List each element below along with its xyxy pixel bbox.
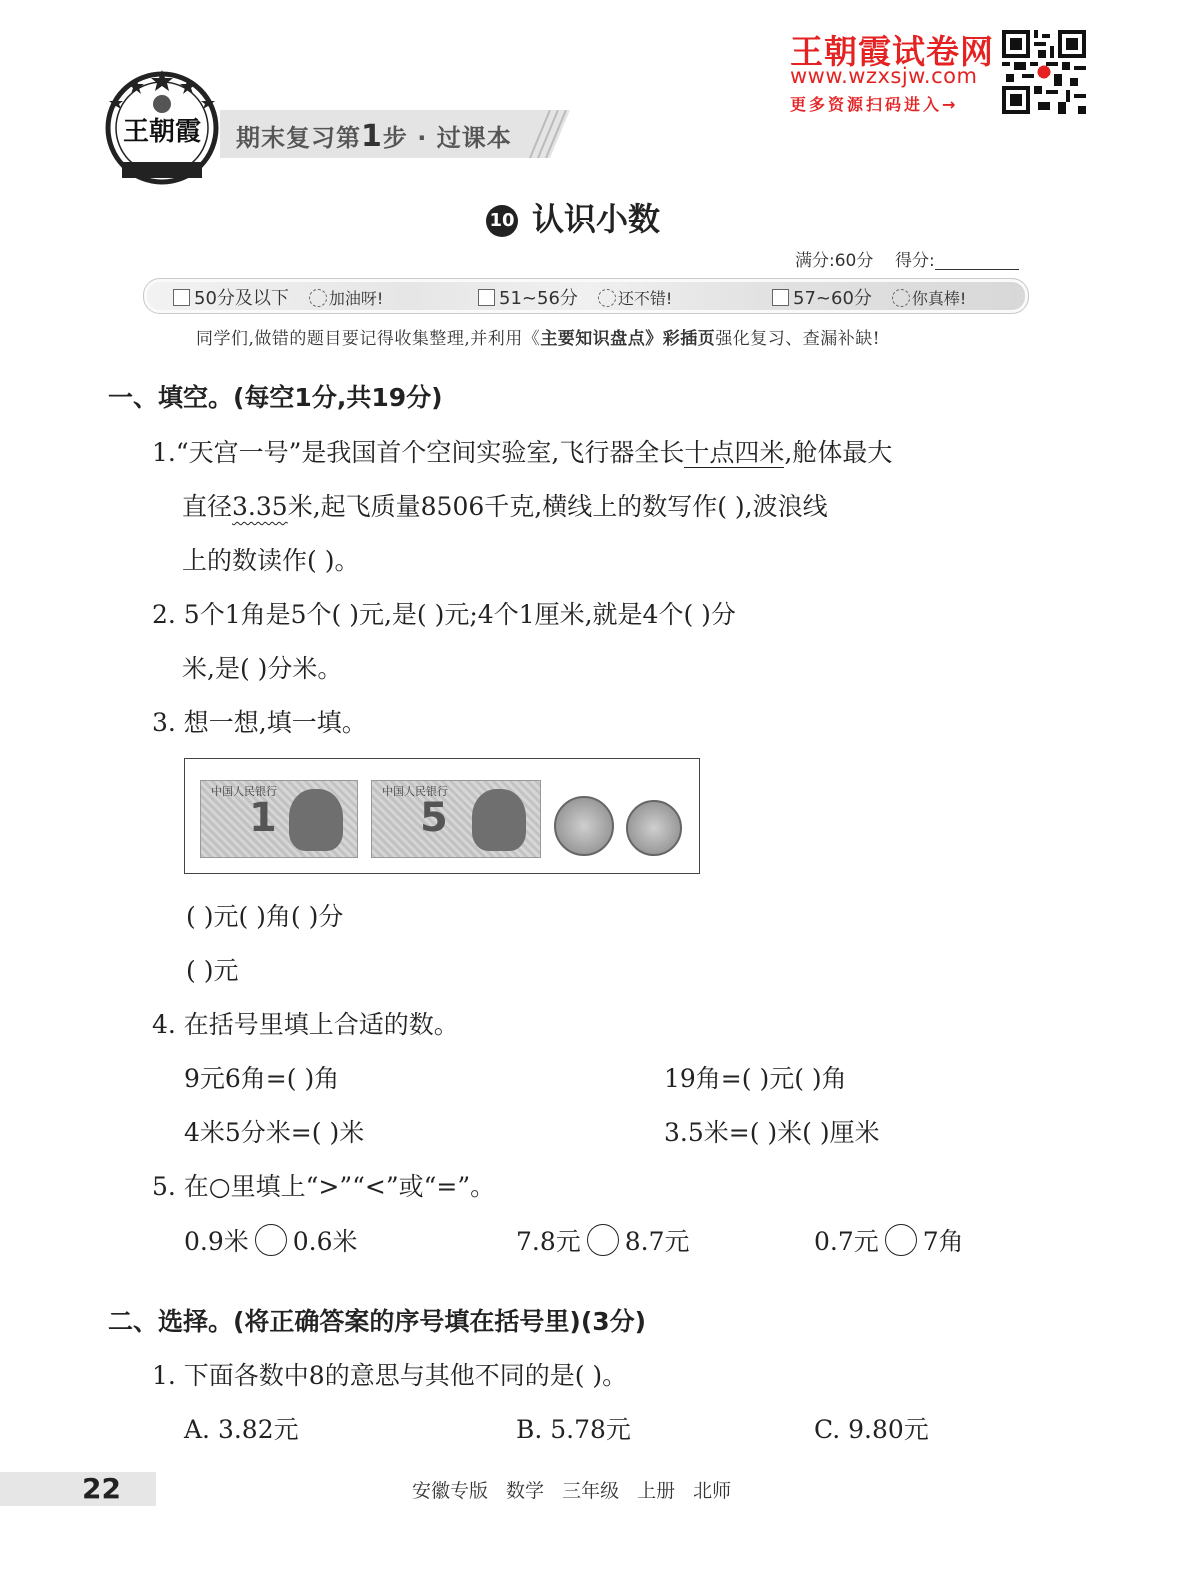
section2-heading: 二、选择。(将正确答案的序号填在括号里)(3分) bbox=[108, 1307, 647, 1336]
logo-text: 王朝霞 bbox=[122, 117, 202, 147]
q3-answer2: ( )元 bbox=[186, 956, 239, 985]
rating-checkbox[interactable] bbox=[772, 289, 789, 306]
smile-icon bbox=[598, 289, 616, 307]
rating-low: 50分及以下 加油呀! bbox=[173, 284, 383, 310]
q2-line1: 2. 5个1角是5个( )元,是( )元;4个1厘米,就是4个( )分 bbox=[152, 600, 736, 629]
q2-line2: 米,是( )分米。 bbox=[182, 654, 343, 683]
rating-checkbox[interactable] bbox=[173, 289, 190, 306]
q5-item-a: 0.9米 0.6米 bbox=[184, 1222, 358, 1258]
q4-prompt: 4. 在括号里填上合适的数。 bbox=[152, 1010, 459, 1039]
score-label: 得分: bbox=[894, 251, 935, 271]
coin-icon bbox=[626, 800, 682, 856]
q5-item-b: 7.8元 8.7元 bbox=[516, 1222, 690, 1258]
rating-mid: 51~56分 还不错! bbox=[478, 284, 672, 310]
footer-bar bbox=[0, 1472, 156, 1506]
publisher-logo bbox=[104, 66, 220, 190]
portrait-icon bbox=[289, 789, 343, 851]
q3-prompt: 3. 想一想,填一填。 bbox=[152, 708, 367, 737]
site-title: 王朝霞试卷网 bbox=[790, 32, 994, 71]
one-yuan-note-image: 中国人民银行 1 bbox=[200, 780, 358, 858]
lesson-title bbox=[486, 194, 660, 240]
footer-text: 安徽专版 数学 三年级 上册 北师 bbox=[412, 1480, 732, 1502]
rating-high: 57~60分 你真棒! bbox=[772, 284, 966, 310]
q1-underlined-number: 十点四米 bbox=[684, 438, 785, 467]
compare-circle[interactable] bbox=[587, 1224, 619, 1256]
smile-icon bbox=[892, 289, 910, 307]
q4-item-d: 3.5米=( )米( )厘米 bbox=[664, 1118, 880, 1147]
option-a[interactable]: A. 3.82元 bbox=[184, 1415, 299, 1444]
q1-wavy-number: 3.35 bbox=[232, 492, 288, 521]
score-blank[interactable] bbox=[935, 251, 1019, 270]
banner-title: 期末复习第1步 · 过课本 bbox=[236, 119, 512, 154]
lesson-title-text: 认识小数 bbox=[532, 200, 661, 238]
q5-prompt: 5. 在○里填上“>”“<”或“=”。 bbox=[152, 1172, 496, 1201]
q1-line2: 直径3.35米,起飞质量8506千克,横线上的数写作( ),波浪线 bbox=[182, 492, 828, 521]
section1-heading: 一、填空。(每空1分,共19分) bbox=[108, 383, 443, 412]
site-url[interactable]: www.wzxsjw.com bbox=[790, 64, 978, 88]
q5-item-c: 0.7元 7角 bbox=[814, 1222, 964, 1258]
q3-answer1: ( )元( )角( )分 bbox=[186, 902, 344, 931]
smile-icon bbox=[309, 289, 327, 307]
score-line bbox=[795, 246, 1019, 271]
rating-checkbox[interactable] bbox=[478, 289, 495, 306]
full-score: 满分:60分 bbox=[795, 251, 874, 271]
coin-icon bbox=[554, 796, 614, 856]
page-number: 22 bbox=[82, 1472, 121, 1505]
s2-q1-prompt: 1. 下面各数中8的意思与其他不同的是( )。 bbox=[152, 1361, 628, 1390]
compare-circle[interactable] bbox=[885, 1224, 917, 1256]
portrait-icon bbox=[472, 789, 526, 851]
study-tip: 同学们,做错的题目要记得收集整理,并利用《主要知识盘点》彩插页强化复习、查漏补缺! bbox=[196, 329, 881, 349]
q4-item-a: 9元6角=( )角 bbox=[184, 1064, 340, 1093]
q1-line1: 1.“天宫一号”是我国首个空间实验室,飞行器全长十点四米,舱体最大 bbox=[152, 438, 893, 467]
q1-line3: 上的数读作( )。 bbox=[182, 546, 360, 575]
q4-item-b: 19角=( )元( )角 bbox=[664, 1064, 847, 1093]
q4-item-c: 4米5分米=( )米 bbox=[184, 1118, 365, 1147]
five-jiao-note-image: 中国人民银行 5 bbox=[371, 780, 541, 858]
option-b[interactable]: B. 5.78元 bbox=[516, 1415, 631, 1444]
lesson-number-badge: 10 bbox=[486, 205, 518, 237]
site-scan-text: 更多资源扫码进入→ bbox=[790, 95, 959, 114]
compare-circle[interactable] bbox=[255, 1224, 287, 1256]
option-c[interactable]: C. 9.80元 bbox=[814, 1415, 929, 1444]
qr-code-icon[interactable] bbox=[1002, 30, 1086, 114]
